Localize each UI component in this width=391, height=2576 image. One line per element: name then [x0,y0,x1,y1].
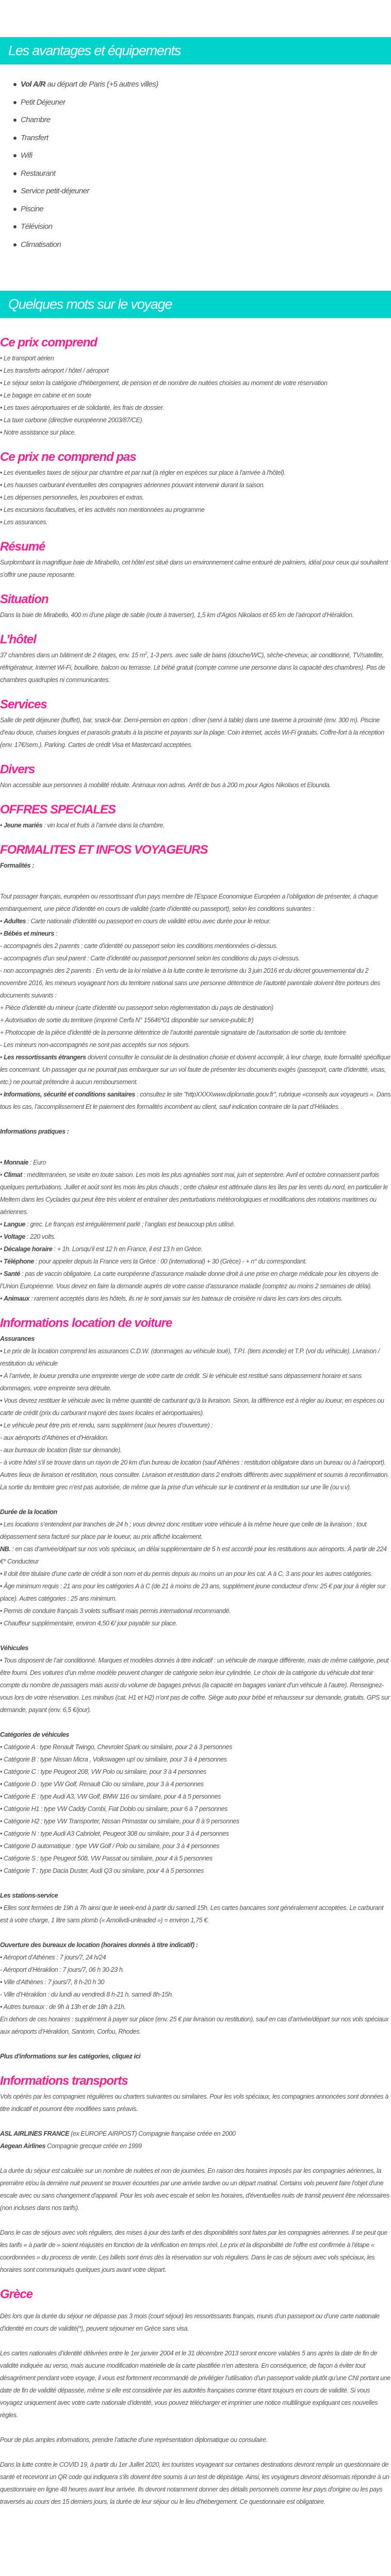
amenity-item: Petit Déjeuner [13,94,391,112]
location-text: Dans la baie de Mirabello, 400 m d’une plage de sable (route à traverser), 1,5 km d’Agios Nikolaos et 65 km de l’aéroport d’Héraklion. [0,611,354,619]
practical-label: Décalage horaire [4,1245,53,1253]
includes-item: • Le bagage en cabine et en soute [0,392,91,399]
hours-line: En dehors de ces horaires : supplément à payer sur place (env. 25 € par livraison ou restitution), sauf en cas d’arrivée/départ sur nos vols spéciaux aux aéroports d’Héraklion, Santorin, Corfou, Rhodes. [0,2016,389,2035]
insurance-line: - aux aéroports d’Athènes et d’Héraklion. [0,1434,109,1441]
categories-subheading: Catégories de véhicules [0,1731,69,1738]
offers-section [0,801,391,832]
includes-item: • Notre assistance sur place. [0,429,76,436]
security-label: Informations, sécurité et conditions sanitaires [4,1091,135,1098]
amenity-flight [13,76,391,94]
practical-text: : + 1h. Lorsqu’il est 12 h en France, il est 13 h en Grèce. [52,1245,203,1253]
minor-line: + Pièce d’identité du mineur (carte d’identité ou passeport selon règlementation du pays de destination) [0,1004,273,1011]
formalities-heading: FORMALITES ET INFOS VOYAGEURS [0,843,208,857]
category-item: • Catégorie N : type Audi A3 Cabriolet, Peugeot 308 ou similaire, pour 3 à 4 personnes [0,1830,229,1837]
insurance-line: Autres lieux de livraison et restitution, nous consulter. Livraison et restitution dans 2 endroits différents avec supplément et soumis à reconfirmation. La sortie du territoire grec n’est pas autorisée, de même que la prise d’un véhicule sur le continent et la restitution sur une île (ou v.v). [0,1471,389,1491]
formalities-section [0,841,391,1305]
airline-item [0,2140,391,2152]
security-text: : consultez le site "httpXXXXwww.diplomatie.gouv.fr", rubrique «conseils aux voyageurs ». Dans tous les cas, l’accomplissement Et le paiement des formalités incombent au client, sauf indication contraire de la part d’Héliades. . [0,1091,391,1110]
minor-line: - accompagnés des 2 parents : carte d’identité ou passeport selon les conditions mentionnées ci-dessus. [0,942,278,950]
transport-paragraph: La durée du séjour est calculée sur un nombre de nuitées et non de journées. En raison des horaires imposés par les compagnies aériennes, la première et/ou la dernière nuit peuvent se trouver écourtées par une arrivée tardive ou un départ matinal. Certains vols peuvent faire l'objet d'une escale avec ou sans changement d'appareil. Pour les vols avec escale et selon les horaires, d'éventuelles nuits de transit peuvent être nécessaires (non incluses dans nos tarifs). [0,2167,389,2212]
offer-item: • Jeune mariés : vin local et fruits à l’arrivée dans la chambre. [0,822,165,829]
practical-text: : 220 volts. [25,1233,56,1240]
practical-label: Langue [4,1221,26,1228]
category-item: • Catégorie D automatique : type VW Golf / Polo ou similaire, pour 3 à 4 personnes [0,1842,220,1850]
services-section [0,695,391,751]
greece-paragraph: Pour de plus amples informations, prendre l’attache d’une représentation diplomatique ou consulaire. [0,2436,268,2444]
hours-line: - Aéroport d’Héraklion : 7 jours/7, 06 h 30-23 h. [0,1966,124,1973]
offer-label: Jeune mariés [4,822,43,829]
practical-label: Voltage [4,1233,25,1240]
transport-heading: Informations transports [0,2074,128,2088]
nb-text: : en cas d’arrivée/départ sur nos vols spéciaux, un délai supplémentaire de 5 h est accordé pour les restitutions aux aéroports. À partir de 224 €* Conducteur [0,1545,387,1565]
foreign-text: doivent consulter le consulat de la destination choisie et doivent accomplir, à leur charge, toute formalité spécifique les concernant. Un passager qui ne pourrait pas embarquer sur un vol faute de présenter les documents exigés (passeport, carte d’identité, visas, etc.) ne pourrait prétendre à aucun remboursement. [0,1054,390,1086]
practical-item: • Voltage : 220 volts. [0,1233,56,1240]
misc-heading: Divers [0,762,35,776]
amenities-list [0,76,391,254]
vehicles-subheading: Véhicules [0,1644,28,1652]
practical-text: : Euro [28,1159,46,1166]
car-rental-section [0,1314,391,2063]
category-item: • Catégorie S : type Peugeot 508, VW Passat ou similaire, pour 4 à 5 personnes [0,1855,213,1862]
category-item: • Catégorie B : type Nissan Micra , Volkswagen up! ou similaire, pour 3 à 4 personnes [0,1756,227,1763]
driver-line: • Chauffeur supplémentaire, environ 4,50 €/ jour payable sur place. [0,1620,177,1627]
advantages-banner [0,37,391,64]
excludes-item: • Les excursions facultatives, et les activités non mentionnées au programme [0,506,205,513]
vehicles-text: • Tous disposent de l’air conditionné. Marques et modèles donnés à titre indicatif : un véhicule de marque différente, mais de même catégorie, peut être fourni. Des voitures d’un même modèle peuvent changer de catégorie selon leur cylindrée. Le choix de la catégorie du véhicule doit tenir compte du nombre de passagers mais aussi du volume de bagages prévus (la capacité en bagages variant d’un véhicule à l’autre). Renseignez- vous lors de votre réservation. Les minibus (cat. H1 et H2) n’ont pas de coffre. Siège auto pour bébé et rehausseur sur demande, gratuits. GPS sur demande, payant (env. 6,5 €/jour). [0,1657,390,1714]
advantages-title: Les avantages et équipements [8,43,181,58]
minors-label: Bébés et mineurs [4,930,54,937]
hotel-sup: 2 [144,651,148,656]
minor-line: + Photocopie de la pièce d’identité de la personne détentrice de l’autorité parentale signataire de l’autorisation de sortie du territoire [0,1029,346,1036]
services-text: Salle de petit déjeuner (buffet), bar, snack-bar. Demi-pension en option : dîner (servi à table) dans une taverne à proximité (env. 300 m). Piscine d’eau douce, chaises longues et parasols gratuits à la piscine et payants sur la plage. Coin internet, accès Wi-Fi gratuits. Coffre-fort à la réception (env. 17€/sem.). Parking. Cartes de crédit Visa et Mastercard acceptées. [0,717,384,749]
summary-section [0,538,391,581]
driver-line: • Âge minimum requis : 21 ans pour les catégories A à C (de 21 à moins de 23 ans, supplément jeune conducteur d’env. 25 € par jour à régler sur place). Autres catégories : 25 ans minimum. [0,1583,386,1602]
services-heading: Services [0,697,47,711]
includes-heading: Ce prix comprend [0,336,97,350]
includes-item: • La taxe carbone (directive européenne 2003/87/CE). [0,417,144,424]
excludes-heading: Ce prix ne comprend pas [0,450,136,464]
minors-rule: • Bébés et mineurs : [0,930,58,937]
car-rental-heading: Informations location de voiture [0,1316,172,1330]
driver-line: • Il doit être titulaire d’une carte de crédit à son nom et du permis depuis au moins un an pour les cat. A à C, 3 ans pour les autres catégories. [0,1570,372,1577]
amenity-item: Service petit-déjeuner [13,182,391,201]
includes-section [0,334,391,439]
minor-line: + Autorisation de sortie du territoire (imprimé Cerfa N° 15646*01 disponible sur service-public.fr) [0,1017,254,1024]
practical-subheading: Informations pratiques : [0,1128,69,1135]
category-item: • Catégorie E : type Audi A3, VW Golf, BMW 116 ou similaire, pour 4 à 5 personnes [0,1793,221,1800]
hours-subheading: Ouverture des bureaux de location (horaires donnés à titre indicatif) : [0,1941,198,1949]
minor-line: - accompagnés d’un seul parent : Carte d’identité ou passeport personnel selon les conditions du pays ci-dessus. [0,955,300,962]
summary-heading: Résumé [0,540,45,554]
practical-item: • Décalage horaire : + 1h. Lorsqu’il est 12 h en France, il est 13 h en Grèce. [0,1245,203,1253]
amenity-item: Télévision [13,218,391,236]
airline-item [0,2128,391,2140]
stations-subheading: Les stations-service [0,1892,58,1899]
practical-item: • Langue : grec. Le français est irrégulièrement parlé ; l’anglais est beaucoup plus utilisé. [0,1221,235,1228]
offer-text: : vin local et fruits à l’arrivée dans la chambre. [42,822,165,829]
practical-text: : grec. Le français est irrégulièrement parlé ; l’anglais est beaucoup plus utilisé. [25,1221,235,1228]
hotel-heading: L’hôtel [0,633,36,646]
hotel-text [0,649,391,686]
minor-line: - Les mineurs non-accompagnés ne sont pas acceptés sur nos séjours. [0,1041,190,1049]
insurance-line: • Le prix de la location comprend les assurances C.D.W. (dommages au véhicule loué), T.P.I. (tiers incendie) et T.P. (vol du véhicule). Livraison / restitution du véhicule [0,1348,380,1367]
insurance-line: • Vous devrez restituer le véhicule avec la même quantité de carburant qu’à la livraison. Sinon, la différence est à régler au loueur, en espèces ou carte de crédit (prix du carburant majoré des taxes locales et aéroportuaires). [0,1397,384,1417]
location-heading: Situation [0,592,48,606]
practical-text: : pour appeler depuis la France vers la Grèce : 00 (international) + 30 (Grèce) - + n° du correspondant. [34,1258,307,1265]
includes-item: • Les transferts aéroport / hôtel / aéroport [0,367,109,374]
practical-label: Monnaie [4,1159,28,1166]
foreign-label: Les ressortissants étrangers [4,1054,86,1061]
practical-text: : rarement acceptés dans les hôtels, ils ne le sont jamais sur les bateaux de croisière ni dans les cars lors des circuits. [29,1295,343,1302]
practical-item: • Santé : pas de vaccin obligatoire. La carte européenne d’assurance maladie donne droit à une prise en charge médicale pour les citoyens de l’Union Européenne. Vous devez en faire la demande auprès de votre caisse d’assurance maladie (comptez au moins 2 semaines de délai). [0,1270,378,1290]
hours-line: • Aéroport d’Athènes : 7 jours/7, 24 h/24 [0,1954,106,1961]
amenity-item: Climatisation [13,236,391,254]
flight-label: Vol A/R [21,80,46,89]
category-item: • Catégorie C : type Peugeot 208, VW Polo ou similaire, pour 3 à 4 personnes [0,1768,206,1775]
duration-line: • Les locations s’entendent par tranches de 24 h ; vous devrez donc restituer votre véhicule à la même heure que celle de la livraison ; tout dépassement sera facturé sur place par le loueur, au prix affiché localement. [0,1521,367,1540]
hotel-section [0,630,391,686]
transport-paragraph: Dans le cas de séjours avec vols réguliers, des mises à jour des tarifs et des disponibilités sont faites par les compagnies aériennes. Il se peut que les tarifs « à partir de » soient réajustés en fonction de la vérification en temps réel. Le prix et la disponibilité de l’offre est confirmée à l’étape « coordonnées » du process de vente. Les billets sont émis dès la réservation sur vols réguliers. Dans le cas de séjours avec vols spéciaux, les horaires sont communiqués quelques jours avant votre départ. [0,2229,387,2273]
category-item: • Catégorie H2 : type VW Transporter, Nissan Primastar ou similaire, pour 8 à 9 personnes [0,1818,239,1825]
about-banner [0,291,391,318]
excludes-item: • Les éventuelles taxes de séjour par chambre et par nuit (à régler en espèces sur place à l'arrivée à l'hôtel). [0,469,286,476]
category-item: • Catégorie H1 : type VW Caddy Combi, Fiat Doblo ou similaire, pour 6 à 7 personnes [0,1805,227,1813]
insurance-line: - aux bureaux de location (liste sur demande). [0,1447,122,1454]
airline-text: (ex EUROPE AIRPOST) Compagnie française créée en 2000 [69,2130,236,2137]
hours-line: • Ville d’Athènes : 7 jours/7, 8 h-20 h 30 [0,1979,105,1986]
practical-text: : pas de vaccin obligatoire. La carte européenne d’assurance maladie donne droit à une prise en charge médicale pour les citoyens de l’Union Européenne. Vous devez en faire la demande auprès de votre caisse d’assurance maladie (comptez au moins 2 semaines de délai). [0,1270,378,1290]
includes-item: • Le séjour selon la catégorie d’hébergement, de pension et de nombre de nuitées choisies au moment de votre réservation [0,379,328,387]
security-rule: • Informations, sécurité et conditions sanitaires : consultez le site "httpXXXXwww.diplomatie.gouv.fr", rubrique «conseils aux voyageurs ». Dans tous les cas, l’accomplissement Et le paiement des formalités incombent au client, sauf indication contraire de la part d’Héliades. . [0,1091,391,1110]
insurance-line: - à votre hôtel s’il se trouve dans un rayon de 20 km d’un bureau de location (sauf Athènes : restitution obligatoire dans un bureau ou à l’aéroport). [0,1459,386,1466]
hours-line: • Autres bureaux : de 9h à 13h et de 18h à 21h. [0,2003,126,2010]
greece-paragraph: Dès lors que la durée du séjour ne dépasse pas 3 mois (court séjour) les ressortissants français, munis d’un passeport ou d’une carte nationale d’identité en cours de validité(*), peuvent séjourner en Grèce sans visa. [0,2313,380,2332]
amenity-item: Wifi [13,147,391,165]
hotel-text-b: , 1-3 pers. avec salle de bains (douche/WC), sèche-cheveux, air conditionné, TV/satellite, réfrigérateur, Internet Wi-Fi, bouilloire, balcon ou terrasse. Lit bébé gratuit (compte comme une personne dans la capacité des chambres). Pas de chambres quadruples ni communicantes. [0,652,385,684]
nb-label: NB. [0,1545,11,1553]
greece-paragraph: Dans la lutte contre le COVID 19, à partir du 1er Juillet 2020, les touristes voyageant sur certaines destinations devront remplir un questionnaire de santé et recevront un QR code qui indiquera s'ils doivent être soumis à un test de dépistage. Ainsi, les voyageurs devront désormais répondre à un questionnaire en ligne 48 heures avant leur arrivée. Ils devront notamment donner des détails personnels comme leur pays d'origine ou les pays traversés au cours des 15 derniers jours, la durée de leur séjour ou le lieu d'hébergement. Ce questionnaire est obligatoire. [0,2461,389,2505]
driver-line: • Permis de conduire français 3 volets suffisant mais permis international recommandé. [0,1607,231,1615]
practical-label: Animaux [4,1295,30,1302]
excludes-item: • Les assurances. [0,519,48,526]
includes-item: • Le transport aérien [0,355,54,362]
offers-heading: OFFRES SPECIALES [0,803,116,817]
airline-name: ASL AIRLINES FRANCE [0,2130,70,2137]
formalities-intro: Tout passager français, européen ou ressortissant d’un pays membre de l’Espace Economique Européen a l’obligation de présenter, à chaque embarquement, une pièce d’identité en cours de validité (carte d’identité ou passeport), selon les conditions suivantes : [0,893,378,912]
excludes-item: • Les hausses carburant éventuelles des compagnies aériennes pouvant intervenir durant la saison. [0,481,265,489]
category-item: • Catégorie D : type VW Golf, Renault Clio ou similaire, pour 3 à 4 personnes [0,1781,204,1788]
summary-text: Surplombant la magnifique baie de Mirabello, cet hôtel est situé dans un environnement calme entouré de palmiers, idéal pour ceux qui souhaitent s'offrir une pause reposante. [0,559,388,578]
includes-item: • Les taxes aéroportuaires et de solidarité, les frais de dossier. [0,404,164,411]
insurance-subheading: Assurances [0,1335,35,1342]
airline-name: Aegean Airlines [0,2142,46,2150]
amenity-item: Chambre [13,111,391,129]
practical-item: • Téléphone : pour appeler depuis la France vers la Grèce : 00 (international) + 30 (Grèce) - + n° du correspondant. [0,1258,307,1265]
practical-label: Santé [4,1270,21,1277]
minor-line: - non accompagnés des 2 parents : En vertu de la loi relative à la lutte contre le terrorisme du 3 juin 2016 et du décret gouvernemental du 2 novembre 2016, les mineurs voyageant hors du territoire national sans une personne détentrice de l’autorité parentale doivent être porteurs des documents suivants : [0,967,381,999]
hours-line: - Ville d’Héraklion : du lundi au vendredi 8 h-21 h, samedi 8h-15h. [0,1991,173,1998]
practical-label: Téléphone [4,1258,34,1265]
greece-heading: Grèce [0,2287,33,2301]
nb-line [0,1543,391,1568]
misc-text: Non accessible aux personnes à mobilité réduite. Animaux non admis. Arrêt de bus à 200 m pour Agios Nikolaos et Elounda. [0,782,331,789]
amenity-item: Piscine [13,201,391,219]
more-categories-link[interactable]: Plus d'informations sur les catégories, cliquez ici [0,2053,141,2060]
adults-text: : Carte nationale d’identité ou passeport en cours de validité et/ou avec durée pour le retour. [26,918,271,925]
amenity-item: Transfert [13,129,391,147]
airline-text: Compagnie grecque créée en 1999 [45,2142,142,2150]
foreign-rule: • Les ressortissants étrangers doivent consulter le consulat de la destination choisie et doivent accomplir, à leur charge, toute formalité spécifique les concernant. Un passager qui ne pourrait pas embarquer sur un vol faute de présenter les documents exigés (passeport, carte d’identité, visas, etc.) ne pourrait prétendre à aucun remboursement. [0,1054,390,1086]
category-item: • Catégorie T : type Dacia Duster, Audi Q3 ou similaire, pour 4 à 5 personnes [0,1867,204,1874]
flight-detail: au départ de Paris (+5 autres villes) [45,80,158,89]
greece-section [0,2285,391,2508]
practical-item: • Climat : méditerranéen, se visite en toute saison. Les mois les plus agréables sont mai, juin et septembre. Avril et octobre connaissent parfois quelques perturbations. Juillet et août sont les mois les plus chauds ; cette chaleur est atténuée dans les îles par les vents du nord, en particulier le Meltem dans les Cyclades qui peut être très violent et entraîner des perturbations météorologiques et modifications des rotations maritimes ou aériennes. [0,1171,388,1216]
excludes-item: • Les dépenses personnelles, les pourboires et extras. [0,494,144,501]
duration-subheading: Durée de la location [0,1508,57,1516]
about-title: Quelques mots sur le voyage [8,296,172,312]
stations-text: • Elles sont fermées de 19h à 7h ainsi que le week-end à partir du samedi 15h. Les cartes bancaires sont généralement acceptées. Le carburant est à votre charge, 1 litre sans plomb (« Amolivdi-unleaded ») = environ 1,75 €. [0,1904,383,1924]
transport-section [0,2072,391,2276]
transport-intro: Vols opérés par les compagnies régulières ou charters suivantes ou similaires. Pour les vols spéciaux, les compagnies annoncées sont données à titre indicatif et pourront être modifiées sans préavis. [0,2093,388,2113]
misc-section [0,760,391,791]
minors-text: : [54,930,58,937]
hotel-text-a: 37 chambres dans un bâtiment de 2 étages, env. 15 m [0,652,145,659]
excludes-section [0,448,391,528]
greece-paragraph: Les cartes nationales d’identité délivrées entre le 1er janvier 2004 et le 31 décembre 2013 seront encore valables 5 ans après la date de fin de validité indiquée au verso, mais aucune modification matérielle de la carte plastifiée n’en attestera. En conséquence, de façon à éviter tout désagrément pendant votre voyage, il vous est fortement recommandé de privilégier l’utilisation d’un passeport valide plutôt qu’une CNI portant une date de fin de validité dépassée, même si elle est considérée par les autorités françaises comme étant toujours en cours de validité. Si vous voyagez uniquement avec votre carte nationale d’identité, vous pouvez télécharger et imprimer une notice multilingue expliquant ces nouvelles règles. [0,2350,390,2419]
adults-rule: • Adultes : Carte nationale d’identité ou passeport en cours de validité et/ou avec durée pour le retour. [0,918,271,925]
formalities-subheading: Formalités : [0,862,35,869]
category-item: • Catégorie A : type Renault Twingo, Chevrolet Spark ou similaire, pour 2 à 3 personnes [0,1743,232,1751]
practical-item: • Monnaie : Euro [0,1159,46,1166]
insurance-line: • À l’arrivée, le loueur prendra une empreinte vierge de votre carte de crédit. Si le véhicule est restitué sans dépassement horaire et sans dommages, votre empreinte sera détruite. [0,1372,362,1392]
adults-label: Adultes [4,918,26,925]
practical-text: : méditerranéen, se visite en toute saison. Les mois les plus agréables sont mai, juin et septembre. Avril et octobre connaissent parfois quelques perturbations. Juillet et août sont les mois les plus chauds ; cette chaleur est atténuée dans les îles par les vents du nord, en particulier le Meltem dans les Cyclades qui peut être très violent et entraîner des perturbations météorologiques et modifications des rotations maritimes ou aériennes. [0,1171,388,1216]
practical-item: • Animaux : rarement acceptés dans les hôtels, ils ne le sont jamais sur les bateaux de croisière ni dans les cars lors des circuits. [0,1295,343,1302]
amenity-item: Restaurant [13,165,391,183]
location-section [0,590,391,621]
insurance-line: • Le véhicule peut être pris et rendu, sans supplément (aux heures d’ouverture) : [0,1422,213,1429]
practical-label: Climat [4,1171,22,1178]
